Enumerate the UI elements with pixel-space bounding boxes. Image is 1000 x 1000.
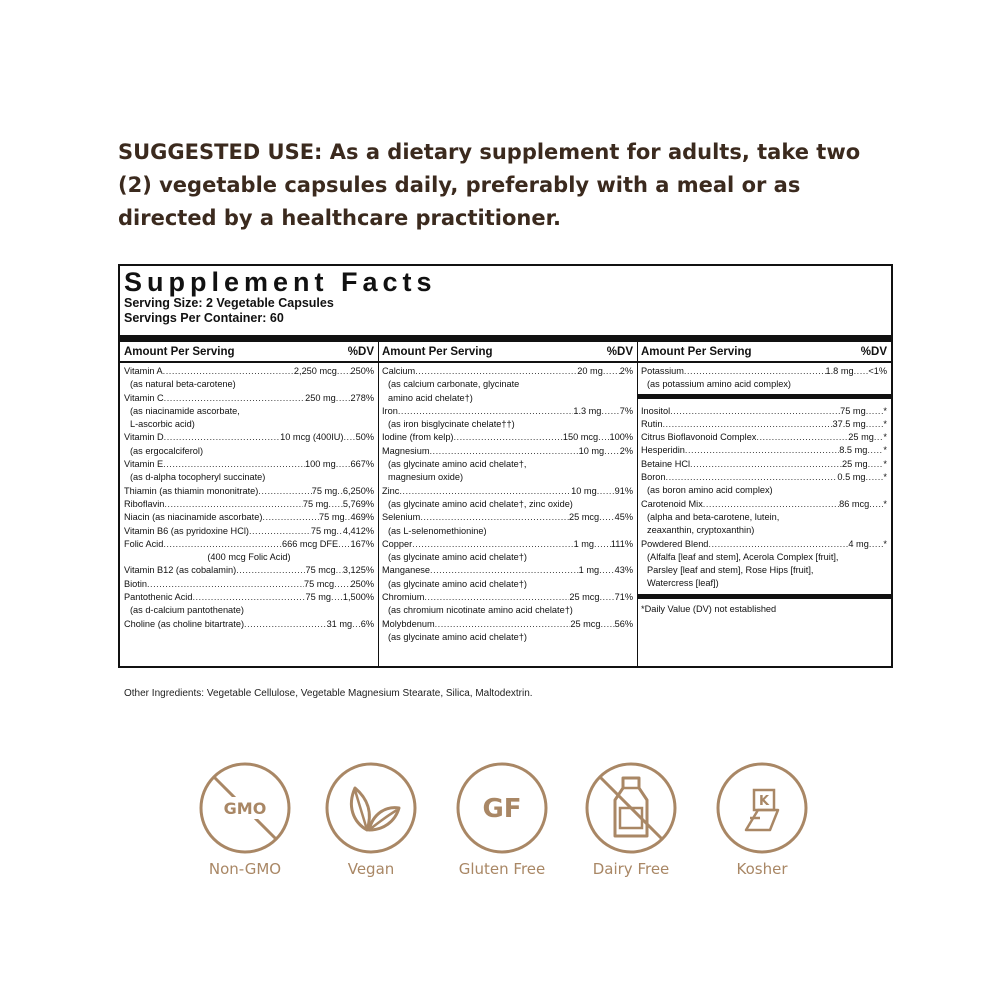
leader-dots bbox=[594, 538, 611, 551]
nutrient-name: Iron bbox=[382, 405, 398, 416]
badge-gluten-free bbox=[447, 760, 557, 878]
dv-header: %DV bbox=[860, 345, 887, 358]
nutrient-dv: * bbox=[883, 498, 887, 509]
nutrient-source-note: (as calcium carbonate, glycinate bbox=[388, 379, 520, 390]
nutrient-name: Selenium bbox=[382, 512, 421, 523]
nutrient-source-note: (as ergocalciferol) bbox=[130, 445, 204, 456]
nutrient-name: Molybdenum bbox=[382, 618, 435, 629]
leader-dots bbox=[869, 538, 884, 551]
nutrient-amount: 75 mg bbox=[840, 405, 866, 416]
nutrient-row bbox=[382, 564, 633, 577]
leader-dots bbox=[164, 392, 305, 405]
nutrient-amount: 75 mcg bbox=[305, 565, 336, 576]
nutrient-name: Choline (as choline bitartrate) bbox=[124, 618, 245, 629]
milk-bottle-crossed-icon bbox=[583, 760, 679, 856]
nutrient-name: Magnesium bbox=[382, 445, 430, 456]
nutrient-amount: 2,250 mcg bbox=[293, 366, 337, 376]
nutrient-dv: 100% bbox=[609, 432, 633, 443]
nutrient-row bbox=[382, 511, 633, 524]
nutrient-row bbox=[124, 431, 374, 444]
nutrient-row bbox=[124, 618, 374, 631]
nutrient-row bbox=[641, 458, 887, 471]
badge-row bbox=[190, 760, 830, 880]
nutrient-name: Vitamin A bbox=[124, 366, 163, 376]
leader-dots bbox=[601, 405, 619, 418]
nutrient-amount: 1 mg bbox=[578, 565, 600, 576]
nutrient-amount: 25 mcg bbox=[569, 592, 600, 603]
nutrient-row bbox=[382, 591, 633, 604]
leader-dots bbox=[430, 564, 579, 577]
leader-dots bbox=[869, 498, 883, 511]
leader-dots bbox=[163, 458, 305, 471]
nutrient-source-note: (as iron bisglycinate chelate††) bbox=[388, 419, 515, 430]
leader-dots bbox=[192, 591, 305, 604]
nutrient-dv: 43% bbox=[614, 565, 633, 576]
nutrient-source-note: (as potassium amino acid complex) bbox=[647, 379, 791, 390]
leader-dots bbox=[412, 538, 573, 551]
leader-dots bbox=[352, 618, 361, 631]
nutrient-name: Riboflavin bbox=[124, 498, 165, 509]
leader-dots bbox=[236, 564, 305, 577]
nutrient-dv: 111% bbox=[610, 538, 633, 549]
nutrient-row bbox=[641, 405, 887, 418]
nutrient-dv: 1,500% bbox=[342, 592, 374, 603]
nutrient-dv: 45% bbox=[614, 512, 633, 523]
facts-column-1 bbox=[120, 342, 379, 666]
leader-dots bbox=[164, 431, 280, 444]
gluten-free-icon bbox=[454, 760, 550, 856]
leader-dots bbox=[854, 365, 869, 378]
leader-dots bbox=[685, 444, 839, 457]
leader-dots bbox=[599, 511, 615, 524]
nutrient-name: Vitamin E bbox=[124, 459, 164, 470]
leader-dots bbox=[334, 578, 350, 591]
nutrient-name: Iodine (from kelp) bbox=[382, 432, 454, 443]
nutrient-amount: 31 mg bbox=[326, 618, 353, 629]
nutrient-row bbox=[641, 471, 887, 484]
leader-dots bbox=[756, 431, 848, 444]
leader-dots bbox=[666, 471, 838, 484]
nutrient-amount: 666 mcg DFE bbox=[281, 538, 339, 549]
nutrient-row bbox=[124, 538, 374, 551]
facts-title: Supplement Facts bbox=[124, 267, 437, 297]
nutrient-amount: 4 mg bbox=[848, 538, 869, 549]
facts-column-3 bbox=[637, 342, 891, 666]
nutrient-name: Zinc bbox=[382, 485, 400, 496]
amount-header: Amount Per Serving bbox=[382, 345, 493, 358]
nutrient-amount: 25 mg bbox=[848, 432, 874, 443]
leader-dots bbox=[338, 538, 350, 551]
leader-dots bbox=[249, 525, 311, 538]
leader-dots bbox=[867, 444, 883, 457]
column-header bbox=[120, 342, 378, 363]
nutrient-dv: 7% bbox=[619, 405, 633, 416]
amount-header: Amount Per Serving bbox=[124, 345, 235, 358]
leader-dots bbox=[336, 392, 351, 405]
nutrient-amount: 100 mg bbox=[305, 459, 336, 470]
nutrient-amount: 25 mcg bbox=[570, 618, 601, 629]
nutrient-name: Boron bbox=[641, 472, 666, 483]
serving-size: Serving Size: 2 Vegetable Capsules bbox=[124, 296, 334, 310]
leader-dots bbox=[866, 418, 884, 431]
nutrient-amount: 75 mg bbox=[305, 592, 332, 603]
suggested-use-text: SUGGESTED USE: As a dietary supplement for adults, take two (2) vegetable capsules daily, preferably with a meal or as directed by a healthcare practitioner. bbox=[118, 140, 861, 230]
nutrient-source-note: Parsley [leaf and stem], Rose Hips [fruit], bbox=[647, 565, 814, 576]
badge-label: Dairy Free bbox=[592, 860, 670, 878]
leader-dots bbox=[244, 618, 327, 631]
leader-dots bbox=[328, 498, 342, 511]
nutrient-source-note: (as glycinate amino acid chelate†, zinc oxide) bbox=[388, 498, 573, 509]
leader-dots bbox=[331, 591, 343, 604]
nutrient-dv: 91% bbox=[614, 485, 633, 496]
leader-dots bbox=[866, 471, 884, 484]
nutrient-dv: 6% bbox=[360, 618, 374, 629]
nutrient-dv: * bbox=[883, 432, 887, 443]
badge-label: Kosher bbox=[736, 860, 788, 878]
nutrient-dv: <1% bbox=[868, 366, 887, 376]
nutrient-row bbox=[124, 485, 374, 498]
kosher-k-icon bbox=[714, 760, 810, 856]
nutrient-name: Vitamin B12 (as cobalamin) bbox=[124, 565, 237, 576]
nutrient-source-note: magnesium oxide) bbox=[388, 472, 464, 483]
nutrient-row bbox=[124, 578, 374, 591]
nutrient-name: Vitamin B6 (as pyridoxine HCl) bbox=[124, 525, 249, 536]
nutrient-row bbox=[124, 564, 374, 577]
leader-dots bbox=[420, 511, 569, 524]
supplement-facts-panel bbox=[118, 264, 893, 668]
leader-dots bbox=[600, 591, 615, 604]
leader-dots bbox=[398, 405, 573, 418]
nutrient-dv: 3,125% bbox=[342, 565, 374, 576]
nutrient-dv: 50% bbox=[355, 432, 374, 443]
leader-dots bbox=[435, 618, 571, 631]
badge-non-gmo bbox=[190, 760, 300, 878]
nutrient-source-note: (as boron amino acid complex) bbox=[647, 485, 773, 496]
nutrient-name: Inositol bbox=[641, 405, 671, 416]
nutrient-source-note: (as d-calcium pantothenate) bbox=[130, 605, 244, 616]
nutrient-row bbox=[382, 405, 633, 418]
nutrient-source-note: (as L-selenomethionine) bbox=[388, 525, 487, 536]
nutrient-amount: 10 mcg (400IU) bbox=[280, 432, 344, 443]
nutrient-row bbox=[124, 458, 374, 471]
nutrient-amount: 0.5 mg bbox=[837, 472, 866, 483]
badge-label: Non-GMO bbox=[208, 860, 282, 878]
gf-glyph: GF bbox=[482, 794, 522, 824]
nutrient-amount: 8.5 mg bbox=[839, 445, 868, 456]
nutrient-name: Copper bbox=[382, 538, 413, 549]
nutrient-dv: 5,769% bbox=[342, 498, 374, 509]
leader-dots bbox=[163, 365, 294, 378]
dv-header: %DV bbox=[606, 345, 633, 358]
leaf-icon bbox=[323, 760, 419, 856]
badge-label: Gluten Free bbox=[458, 860, 546, 878]
leader-dots bbox=[337, 365, 351, 378]
leader-dots bbox=[703, 498, 839, 511]
nutrient-name: Calcium bbox=[382, 366, 416, 376]
leader-dots bbox=[599, 564, 615, 577]
nutrient-amount: 10 mg bbox=[571, 485, 597, 496]
nutrient-name: Thiamin (as thiamin mononitrate) bbox=[124, 485, 259, 496]
dv-footnote: *Daily Value (DV) not established bbox=[641, 603, 777, 614]
gmo-glyph: GMO bbox=[223, 799, 267, 818]
nutrient-dv: 2% bbox=[619, 366, 633, 376]
badge-label: Vegan bbox=[347, 860, 395, 878]
amount-header: Amount Per Serving bbox=[641, 345, 752, 358]
nutrient-amount: 25 mcg bbox=[568, 512, 600, 523]
leader-dots bbox=[604, 445, 620, 458]
nutrient-dv: 2% bbox=[619, 445, 633, 456]
leader-dots bbox=[147, 578, 304, 591]
nutrient-dv: 71% bbox=[614, 592, 633, 603]
thick-divider bbox=[120, 335, 891, 342]
nutrient-source-note: Watercress [leaf]) bbox=[647, 578, 719, 589]
col3-top-rows bbox=[641, 365, 887, 392]
nutrient-dv: * bbox=[883, 458, 887, 469]
nutrient-source-note: (alpha and beta-carotene, lutein, bbox=[647, 511, 780, 522]
nutrient-source-note: (as glycinate amino acid chelate†) bbox=[388, 578, 527, 589]
servings-per-container: Servings Per Container: 60 bbox=[124, 311, 284, 325]
leader-dots bbox=[424, 591, 569, 604]
leader-dots bbox=[708, 538, 848, 551]
badge-dairy-free bbox=[576, 760, 686, 878]
nutrient-dv: 250% bbox=[350, 578, 374, 589]
nutrient-amount: 75 mg bbox=[302, 498, 329, 509]
nutrient-name: Potassium bbox=[641, 366, 684, 376]
nutrient-amount: 86 mcg bbox=[839, 498, 870, 509]
nutrient-dv: 469% bbox=[350, 512, 374, 523]
nutrient-dv: * bbox=[883, 405, 887, 416]
leader-dots bbox=[430, 445, 579, 458]
nutrient-amount: 150 mcg bbox=[562, 432, 599, 443]
leader-dots bbox=[415, 365, 577, 378]
nutrient-amount: 37.5 mg bbox=[832, 418, 866, 429]
kosher-glyph: K bbox=[758, 794, 770, 809]
nutrient-row bbox=[641, 431, 887, 444]
nutrient-row bbox=[124, 365, 374, 378]
nutrient-row bbox=[382, 365, 633, 378]
nutrient-name: Rutin bbox=[641, 418, 663, 429]
nutrient-source-note: (as natural beta-carotene) bbox=[130, 379, 236, 390]
section-divider bbox=[637, 394, 891, 399]
nutrient-dv: * bbox=[883, 418, 887, 429]
nutrient-source-note: (as niacinamide ascorbate, bbox=[130, 405, 240, 416]
leader-dots bbox=[670, 405, 840, 418]
nutrient-rows bbox=[637, 363, 891, 616]
nutrient-dv: 250% bbox=[350, 366, 374, 376]
nutrient-amount: 250 mg bbox=[305, 392, 336, 403]
leader-dots bbox=[258, 485, 311, 498]
nutrient-source-note: (as glycinate amino acid chelate†) bbox=[388, 552, 527, 563]
leader-dots bbox=[868, 458, 884, 471]
nutrient-source-note: (400 mcg Folic Acid) bbox=[207, 552, 291, 563]
nutrient-dv: * bbox=[883, 472, 887, 483]
nutrient-dv: * bbox=[883, 445, 887, 456]
nutrient-name: Vitamin D bbox=[124, 432, 164, 443]
badge-kosher bbox=[707, 760, 817, 878]
nutrient-row bbox=[641, 365, 887, 378]
leader-dots bbox=[684, 365, 826, 378]
nutrient-source-note: zeaxanthin, cryptoxanthin) bbox=[647, 525, 755, 536]
nutrient-row bbox=[124, 511, 374, 524]
nutrient-amount: 20 mg bbox=[577, 366, 603, 376]
facts-column-2 bbox=[378, 342, 638, 666]
gmo-crossed-icon bbox=[197, 760, 293, 856]
leader-dots bbox=[262, 511, 319, 524]
nutrient-name: Vitamin C bbox=[124, 392, 164, 403]
nutrient-row bbox=[124, 498, 374, 511]
nutrient-row bbox=[382, 431, 633, 444]
nutrient-rows bbox=[378, 363, 637, 644]
leader-dots bbox=[399, 485, 571, 498]
nutrient-dv: 4,412% bbox=[342, 525, 374, 536]
nutrient-row bbox=[124, 591, 374, 604]
leader-dots bbox=[662, 418, 832, 431]
other-ingredients: Other Ingredients: Vegetable Cellulose, Vegetable Magnesium Stearate, Silica, Maltodextrin. bbox=[124, 688, 533, 699]
nutrient-amount: 1.3 mg bbox=[573, 405, 602, 416]
leader-dots bbox=[164, 498, 303, 511]
nutrient-name: Niacin (as niacinamide ascorbate) bbox=[124, 512, 263, 523]
dv-header: %DV bbox=[347, 345, 374, 358]
nutrient-dv: 167% bbox=[350, 538, 374, 549]
badge-vegan bbox=[316, 760, 426, 878]
nutrient-name: Biotin bbox=[124, 578, 147, 589]
nutrient-row bbox=[641, 498, 887, 511]
nutrient-source-note: (as glycinate amino acid chelate†, bbox=[388, 459, 527, 470]
nutrient-source-note: amino acid chelate†) bbox=[388, 392, 473, 403]
column-header bbox=[378, 342, 637, 363]
nutrient-amount: 1 mg bbox=[573, 538, 595, 549]
nutrient-name: Chromium bbox=[382, 592, 425, 603]
nutrient-amount: 25 mg bbox=[842, 458, 868, 469]
nutrient-row bbox=[382, 618, 633, 631]
nutrient-amount: 75 mg bbox=[310, 525, 337, 536]
nutrient-name: Manganese bbox=[382, 565, 431, 576]
leader-dots bbox=[603, 365, 620, 378]
nutrient-source-note: (as d-alpha tocopheryl succinate) bbox=[130, 472, 266, 483]
leader-dots bbox=[598, 431, 609, 444]
nutrient-row bbox=[382, 485, 633, 498]
nutrient-name: Powdered Blend bbox=[641, 538, 709, 549]
column-header bbox=[637, 342, 891, 363]
leader-dots bbox=[866, 405, 884, 418]
col3-bottom-rows bbox=[641, 405, 887, 591]
nutrient-row bbox=[641, 418, 887, 431]
leader-dots bbox=[597, 485, 615, 498]
nutrient-dv: 56% bbox=[614, 618, 633, 629]
leader-dots bbox=[600, 618, 614, 631]
leader-dots bbox=[454, 431, 563, 444]
leader-dots bbox=[336, 458, 351, 471]
nutrient-amount: 75 mg bbox=[319, 512, 345, 523]
serving-info bbox=[124, 296, 334, 326]
nutrient-name: Hesperidin bbox=[641, 445, 685, 456]
nutrient-source-note: (as glycinate amino acid chelate†) bbox=[388, 631, 527, 642]
nutrient-row bbox=[641, 538, 887, 551]
nutrient-amount: 1.8 mg bbox=[825, 366, 854, 376]
nutrient-dv: 278% bbox=[350, 392, 374, 403]
nutrient-amount: 10 mg bbox=[578, 445, 605, 456]
nutrient-name: Pantothenic Acid bbox=[124, 592, 193, 603]
leader-dots bbox=[690, 458, 842, 471]
nutrient-row bbox=[382, 538, 633, 551]
leader-dots bbox=[163, 538, 282, 551]
nutrient-amount: 75 mcg bbox=[304, 578, 335, 589]
nutrient-name: Betaine HCl bbox=[641, 458, 691, 469]
nutrient-row bbox=[382, 445, 633, 458]
nutrient-dv: * bbox=[883, 538, 887, 549]
nutrient-row bbox=[124, 525, 374, 538]
leader-dots bbox=[874, 431, 884, 444]
nutrient-row bbox=[124, 392, 374, 405]
nutrient-name: Carotenoid Mix bbox=[641, 498, 703, 509]
nutrient-dv: 667% bbox=[350, 459, 374, 470]
nutrient-source-note: (as chromium nicotinate amino acid chelate†) bbox=[388, 605, 573, 616]
section-divider bbox=[637, 594, 891, 599]
nutrient-name: Citrus Bioflavonoid Complex bbox=[641, 432, 757, 443]
nutrient-row bbox=[641, 444, 887, 457]
nutrient-rows bbox=[120, 363, 378, 631]
nutrient-source-note: (Alfalfa [leaf and stem], Acerola Complex [fruit], bbox=[647, 551, 839, 562]
leader-dots bbox=[343, 431, 355, 444]
nutrient-source-note: L-ascorbic acid) bbox=[130, 419, 195, 430]
nutrient-name: Folic Acid bbox=[124, 538, 164, 549]
nutrient-dv: 6,250% bbox=[342, 485, 374, 496]
leader-dots bbox=[336, 564, 343, 577]
nutrient-amount: 75 mg bbox=[311, 485, 338, 496]
